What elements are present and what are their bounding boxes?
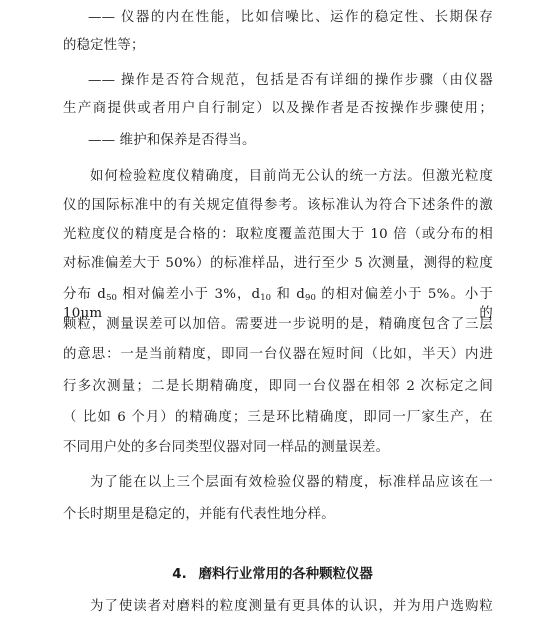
- paragraph-1-line-2: 仪的国际标准中的有关规定值得参考。该标准认为符合下述条件的激: [63, 198, 493, 213]
- paragraph-3-line-1: 为了使读者对磨料的粒度测量有更具体的认识，并为用户选购粒: [90, 599, 493, 614]
- bullet-item-2-line-2: 生产商提供或者用户自行制定）以及操作者是否按操作步骤使用；: [63, 101, 493, 116]
- p1l5-subscript-50: 50: [106, 293, 117, 303]
- paragraph-2-line-2: 个长时期里是稳定的，并能有代表性地分样。: [63, 507, 335, 522]
- p1l5-subscript-90: 90: [305, 293, 316, 303]
- paragraph-1-line-9: （ 比如 6 个月）的精确度；三是环比精确度，即同一厂家生产，在: [63, 410, 493, 425]
- p1l5-text-a: 分布 d: [63, 287, 107, 302]
- p1l5-subscript-10: 10: [260, 293, 272, 303]
- paragraph-1-line-10: 不同用户处的多台同类型仪器对同一样品的测量误差。: [63, 440, 390, 455]
- p1l5-text-c: 和 d: [271, 287, 306, 302]
- bullet-item-2-line-1: —— 操作是否符合规范，包括是否有详细的操作步骤（由仪器: [88, 73, 493, 88]
- section-title: 磨料行业常用的各种颗粒仪器: [198, 567, 373, 582]
- p1l5-text-d: 的相对偏差小于 5%。小于 10μm 的: [63, 287, 493, 321]
- paragraph-1-line-8: 行多次测量；二是长期精确度，即同一台仪器在相邻 2 次标定之间: [63, 379, 493, 394]
- paragraph-1-line-5: [63, 287, 493, 321]
- paragraph-1-line-3: 光粒度仪的精度是合格的：取粒度覆盖范围大于 10 倍（或分布的相: [63, 227, 493, 242]
- paragraph-1-line-7: 的意思：一是当前精度，即同一台仪器在短时间（比如，半天）内进: [63, 347, 493, 362]
- paragraph-2-line-1: 为了能在以上三个层面有效检验仪器的精度，标准样品应该在一: [90, 475, 493, 490]
- paragraph-1-line-6: 颗粒，测量误差可以加倍。需要进一步说明的是，精确度包含了三层: [63, 317, 493, 332]
- bullet-item-1-line-1: —— 仪器的内在性能，比如信噪比、运作的稳定性、长期保存: [88, 10, 493, 25]
- paragraph-1-line-1: 如何检验粒度仪精确度，目前尚无公认的统一方法。但激光粒度: [90, 169, 493, 184]
- p1l5-text-b: 相对偏差小于 3%，d: [116, 287, 261, 302]
- paragraph-1-line-4: 对标准偏差大于 50%）的标准样品，进行至少 5 次测量，测得的粒度: [63, 256, 493, 271]
- section-number: 4.: [172, 567, 187, 582]
- bullet-item-3-line-1: —— 维护和保养是否得当。: [88, 133, 256, 148]
- bullet-item-1-line-2: 的稳定性等；: [63, 38, 145, 53]
- section-heading: [0, 567, 545, 583]
